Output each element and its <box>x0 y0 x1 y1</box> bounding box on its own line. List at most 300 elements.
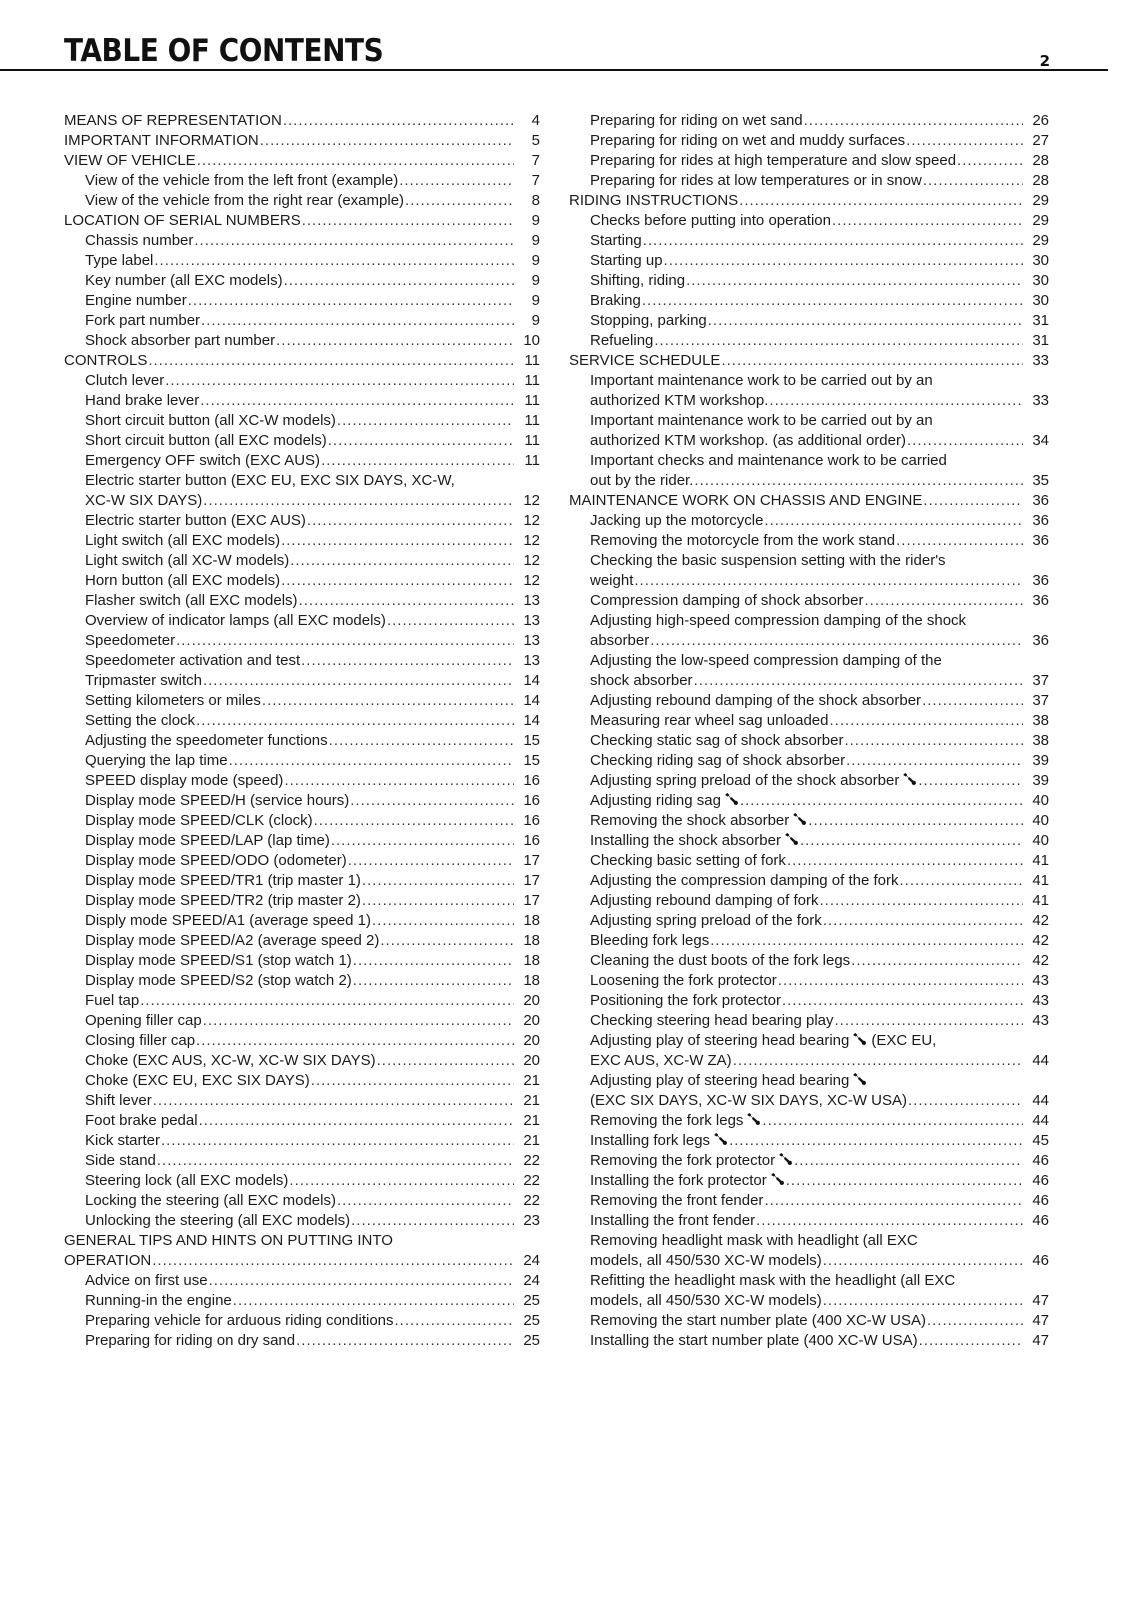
toc-entry[interactable] <box>569 1271 1049 1311</box>
toc-entry-text <box>85 531 280 551</box>
toc-entry[interactable] <box>569 151 1049 171</box>
toc-entry-label: Removing the fork protector <box>590 1152 776 1169</box>
toc-entry-text <box>569 491 922 511</box>
toc-entry[interactable] <box>64 1331 540 1351</box>
toc-entry-line <box>85 651 540 671</box>
toc-entry-label: Light switch (all XC-W models) <box>85 552 290 569</box>
toc-entry[interactable] <box>64 991 540 1011</box>
toc-entry-page: 13 <box>523 632 540 649</box>
toc-entry-label: Preparing for riding on wet and muddy surfaces <box>590 132 906 149</box>
toc-entry[interactable] <box>64 651 540 671</box>
dot-leader <box>281 571 514 591</box>
toc-entry-text-part: GENERAL TIPS AND HINTS ON PUTTING INTO <box>64 1232 393 1249</box>
toc-entry-page: 12 <box>523 492 540 509</box>
toc-entry-line <box>85 1131 540 1151</box>
dot-leader <box>140 991 514 1011</box>
toc-entry[interactable] <box>64 1231 540 1271</box>
toc-entry-line <box>85 971 540 991</box>
toc-entry-label: VIEW OF VEHICLE <box>64 152 196 169</box>
toc-entry-text <box>590 1051 732 1071</box>
toc-entry[interactable] <box>569 111 1049 131</box>
toc-entry-page: 17 <box>523 872 540 889</box>
toc-entry[interactable] <box>64 1211 540 1231</box>
toc-entry[interactable] <box>569 591 1049 611</box>
toc-entry[interactable] <box>64 231 540 251</box>
toc-entry-label: Emergency OFF switch (EXC AUS) <box>85 452 321 469</box>
toc-entry[interactable] <box>64 431 540 451</box>
dot-leader <box>919 1331 1023 1351</box>
toc-entry-page: 22 <box>523 1172 540 1189</box>
wrench-icon <box>852 1072 867 1086</box>
dot-leader <box>918 771 1023 791</box>
dot-leader <box>203 491 514 511</box>
toc-entry-label: Short circuit button (all EXC models) <box>85 432 327 449</box>
toc-entry-line <box>85 1191 540 1211</box>
toc-entry[interactable] <box>569 1231 1049 1271</box>
toc-entry-text <box>590 251 663 271</box>
toc-entry-line <box>64 131 540 151</box>
toc-entry[interactable] <box>569 1011 1049 1031</box>
toc-entry-line <box>85 791 540 811</box>
toc-entry[interactable] <box>569 771 1049 791</box>
toc-entry-text <box>590 1311 926 1331</box>
toc-entry[interactable] <box>569 691 1049 711</box>
dot-leader <box>380 931 514 951</box>
dot-leader <box>829 711 1023 731</box>
toc-entry[interactable] <box>64 911 540 931</box>
toc-entry-line <box>590 431 1049 451</box>
toc-entry-text <box>85 1311 394 1331</box>
toc-entry-label: Starting up <box>590 252 663 269</box>
toc-entry-line <box>590 111 1049 131</box>
toc-entry-line <box>590 1251 1049 1271</box>
toc-entry[interactable] <box>569 711 1049 731</box>
toc-entry[interactable] <box>64 1071 540 1091</box>
dot-leader <box>864 591 1023 611</box>
toc-entry-label: MAINTENANCE WORK ON CHASSIS AND ENGINE <box>569 492 923 509</box>
toc-entry[interactable] <box>64 831 540 851</box>
dot-leader <box>337 411 514 431</box>
toc-entry-label: Compression damping of shock absorber <box>590 592 864 609</box>
toc-entry[interactable] <box>64 171 540 191</box>
toc-entry[interactable] <box>64 471 540 511</box>
toc-entry-text <box>85 311 200 331</box>
toc-entry[interactable] <box>64 631 540 651</box>
toc-entry-label: absorber <box>590 632 650 649</box>
toc-entry-text <box>85 371 164 391</box>
toc-entry-label: Side stand <box>85 1152 156 1169</box>
dot-leader <box>331 831 514 851</box>
toc-entry[interactable] <box>569 491 1049 511</box>
toc-entry-page: 18 <box>523 932 540 949</box>
toc-entry[interactable] <box>64 691 540 711</box>
toc-entry[interactable] <box>569 751 1049 771</box>
toc-entry[interactable] <box>569 411 1049 451</box>
toc-entry-line <box>85 511 540 531</box>
toc-entry-page: 12 <box>523 552 540 569</box>
toc-entry-line <box>590 751 1049 771</box>
toc-entry-label: Stopping, parking <box>590 312 707 329</box>
toc-entry[interactable] <box>64 251 540 271</box>
toc-entry-page: 12 <box>523 572 540 589</box>
toc-entry[interactable] <box>64 191 540 211</box>
toc-entry[interactable] <box>64 311 540 331</box>
toc-entry-line <box>590 131 1049 151</box>
toc-entry-label: Disply mode SPEED/A1 (average speed 1) <box>85 912 371 929</box>
dot-leader <box>694 471 1023 491</box>
dot-leader <box>203 1011 514 1031</box>
toc-entry-label: Bleeding fork legs <box>590 932 710 949</box>
toc-entry[interactable] <box>569 531 1049 551</box>
toc-entry-line <box>85 531 540 551</box>
toc-entry[interactable] <box>64 931 540 951</box>
toc-entry-text <box>85 591 298 611</box>
toc-entry[interactable] <box>64 851 540 871</box>
toc-entry-text <box>590 751 845 771</box>
toc-entry-label: Display mode SPEED/CLK (clock) <box>85 812 313 829</box>
toc-entry[interactable] <box>64 711 540 731</box>
toc-entry-text <box>569 191 738 211</box>
toc-entry[interactable] <box>569 1331 1049 1351</box>
toc-entry-label: out by the rider. <box>590 472 694 489</box>
toc-entry-line <box>85 911 540 931</box>
toc-entry[interactable] <box>64 591 540 611</box>
dot-leader <box>835 1011 1024 1031</box>
toc-entry-text <box>590 591 863 611</box>
toc-entry[interactable] <box>569 451 1049 491</box>
dot-leader <box>762 1111 1023 1131</box>
dot-leader <box>307 511 514 531</box>
toc-entry-line <box>590 911 1049 931</box>
toc-entry-page: 21 <box>523 1092 540 1109</box>
wrench-icon <box>770 1172 785 1186</box>
toc-entry-line <box>590 731 1049 751</box>
toc-entry[interactable] <box>569 1311 1049 1331</box>
toc-entry-label: Running-in the engine <box>85 1292 232 1309</box>
toc-entry[interactable] <box>569 331 1049 351</box>
toc-entry[interactable] <box>64 1171 540 1191</box>
toc-entry-page: 13 <box>523 592 540 609</box>
toc-entry[interactable] <box>569 1131 1049 1151</box>
toc-entry-page: 34 <box>1032 432 1049 449</box>
toc-entry[interactable] <box>64 611 540 631</box>
toc-entry-line <box>590 791 1049 811</box>
toc-entry[interactable] <box>64 151 540 171</box>
toc-column-left <box>64 111 540 1351</box>
dot-leader <box>201 311 514 331</box>
toc-entry-text <box>85 1271 208 1291</box>
toc-entry[interactable] <box>64 371 540 391</box>
toc-entry[interactable] <box>569 611 1049 651</box>
toc-entry-text <box>590 831 799 851</box>
toc-entry[interactable] <box>569 1211 1049 1231</box>
toc-entry-line <box>85 1211 540 1231</box>
toc-entry[interactable] <box>64 1291 540 1311</box>
toc-entry-page: 28 <box>1032 152 1049 169</box>
toc-entry-line <box>590 471 1049 491</box>
dot-leader <box>260 131 514 151</box>
toc-entry-line <box>85 591 540 611</box>
toc-entry[interactable] <box>64 1091 540 1111</box>
dot-leader <box>923 491 1023 511</box>
toc-entry-text <box>590 731 843 751</box>
toc-entry[interactable] <box>569 971 1049 991</box>
toc-entry-page: 36 <box>1032 592 1049 609</box>
toc-entry[interactable] <box>569 791 1049 811</box>
toc-entry-text <box>590 231 642 251</box>
toc-entry-text <box>85 231 193 251</box>
toc-entry-page: 43 <box>1032 972 1049 989</box>
toc-entry-label: Removing the start number plate (400 XC-W USA) <box>590 1312 926 1329</box>
toc-entry-text <box>85 291 187 311</box>
toc-entry[interactable] <box>64 451 540 471</box>
toc-entry[interactable] <box>64 411 540 431</box>
toc-entry-line <box>85 1311 540 1331</box>
dot-leader <box>314 811 514 831</box>
toc-entry[interactable] <box>64 131 540 151</box>
toc-entry-label: Display mode SPEED/ODO (odometer) <box>85 852 347 869</box>
toc-entry-line <box>85 311 540 331</box>
toc-entry-label: Setting kilometers or miles <box>85 692 261 709</box>
dot-leader <box>654 331 1023 351</box>
toc-entry[interactable] <box>64 811 540 831</box>
toc-entry-page: 43 <box>1032 992 1049 1009</box>
toc-entry-page: 20 <box>523 1052 540 1069</box>
toc-entry-text <box>85 1051 376 1071</box>
toc-entry[interactable] <box>64 571 540 591</box>
toc-entry[interactable] <box>569 511 1049 531</box>
toc-entry[interactable] <box>64 671 540 691</box>
toc-entry-line <box>590 771 1049 791</box>
toc-entry[interactable] <box>64 871 540 891</box>
toc-entry-label: Display mode SPEED/LAP (lap time) <box>85 832 330 849</box>
toc-entry[interactable] <box>569 371 1049 411</box>
toc-entry[interactable] <box>569 191 1049 211</box>
toc-entry-line <box>85 251 540 271</box>
toc-entry[interactable] <box>64 331 540 351</box>
toc-entry-text <box>85 831 330 851</box>
toc-entry[interactable] <box>569 1071 1049 1111</box>
toc-entry-line <box>85 331 540 351</box>
toc-entry-label: Locking the steering (all EXC models) <box>85 1192 336 1209</box>
toc-entry-text <box>590 271 685 291</box>
toc-entry-label: Measuring rear wheel sag unloaded <box>590 712 829 729</box>
toc-entry-label: Checking basic setting of fork <box>590 852 786 869</box>
toc-entry[interactable] <box>569 231 1049 251</box>
toc-entry-text <box>590 671 693 691</box>
toc-entry-text <box>85 1191 336 1211</box>
toc-entry-line <box>85 391 540 411</box>
toc-entry[interactable] <box>64 1011 540 1031</box>
toc-entry[interactable] <box>569 951 1049 971</box>
toc-entry-label: Setting the clock <box>85 712 196 729</box>
toc-entry-text-line1 <box>590 1031 1049 1051</box>
toc-entry-text <box>590 1251 822 1271</box>
toc-entry-text <box>590 531 895 551</box>
dot-leader <box>808 811 1023 831</box>
toc-entry[interactable] <box>569 1031 1049 1071</box>
toc-entry-page: 46 <box>1032 1172 1049 1189</box>
toc-entry[interactable] <box>569 251 1049 271</box>
toc-entry-page: 36 <box>1032 632 1049 649</box>
toc-entry-text <box>590 1171 785 1191</box>
toc-entry-line <box>85 671 540 691</box>
toc-entry-label: Speedometer activation and test <box>85 652 301 669</box>
toc-entry[interactable] <box>569 1171 1049 1191</box>
toc-entry-page: 12 <box>523 512 540 529</box>
toc-entry-label: Adjusting spring preload of the fork <box>590 912 822 929</box>
toc-entry[interactable] <box>64 551 540 571</box>
toc-entry[interactable] <box>569 811 1049 831</box>
dot-leader <box>664 251 1023 271</box>
toc-entry[interactable] <box>569 911 1049 931</box>
toc-entry-page: 9 <box>531 292 540 309</box>
toc-entry[interactable] <box>64 291 540 311</box>
toc-entry[interactable] <box>64 391 540 411</box>
toc-entry[interactable] <box>569 131 1049 151</box>
toc-entry-label: Display mode SPEED/S1 (stop watch 1) <box>85 952 352 969</box>
toc-entry-line <box>85 1111 540 1131</box>
toc-entry-page: 16 <box>523 772 540 789</box>
toc-entry[interactable] <box>64 771 540 791</box>
toc-entry-text <box>85 271 283 291</box>
toc-entry[interactable] <box>64 951 540 971</box>
toc-entry[interactable] <box>569 551 1049 591</box>
wrench-icon <box>778 1152 793 1166</box>
toc-entry[interactable] <box>569 731 1049 751</box>
dot-leader <box>694 671 1023 691</box>
dot-leader <box>844 731 1023 751</box>
toc-entry-text <box>85 751 228 771</box>
toc-entry[interactable] <box>569 351 1049 371</box>
toc-entry[interactable] <box>64 1271 540 1291</box>
toc-entry[interactable] <box>569 311 1049 331</box>
toc-entry[interactable] <box>569 851 1049 871</box>
toc-entry-text-line1 <box>590 651 1049 671</box>
toc-entry-label: Checking steering head bearing play <box>590 1012 834 1029</box>
toc-entry[interactable] <box>64 1031 540 1051</box>
toc-entry-text <box>590 791 739 811</box>
toc-entry-page: 44 <box>1032 1112 1049 1129</box>
toc-entry-page: 44 <box>1032 1052 1049 1069</box>
wrench-icon <box>784 832 799 846</box>
dot-leader <box>823 1291 1023 1311</box>
toc-entry-page: 39 <box>1032 752 1049 769</box>
dot-leader <box>900 871 1023 891</box>
toc-entry[interactable] <box>64 791 540 811</box>
toc-entry[interactable] <box>569 651 1049 691</box>
toc-entry[interactable] <box>569 1111 1049 1131</box>
toc-entry-text <box>590 1191 763 1211</box>
toc-entry-text <box>85 611 386 631</box>
toc-entry[interactable] <box>569 1191 1049 1211</box>
toc-entry-label: OPERATION <box>64 1252 152 1269</box>
dot-leader <box>152 1251 514 1271</box>
toc-entry-line <box>64 211 540 231</box>
toc-entry[interactable] <box>64 111 540 131</box>
toc-entry[interactable] <box>569 891 1049 911</box>
toc-entry[interactable] <box>64 1111 540 1131</box>
wrench-icon <box>792 812 807 826</box>
toc-entry[interactable] <box>64 211 540 231</box>
toc-entry[interactable] <box>64 971 540 991</box>
toc-entry-label: View of the vehicle from the right rear (example) <box>85 192 405 209</box>
toc-entry-text <box>85 911 371 931</box>
toc-entry[interactable] <box>569 1151 1049 1171</box>
toc-entry[interactable] <box>569 291 1049 311</box>
toc-entry-page: 41 <box>1032 892 1049 909</box>
toc-entry-label: Flasher switch (all EXC models) <box>85 592 298 609</box>
toc-entry-label: authorized KTM workshop. (as additional order) <box>590 432 906 449</box>
toc-entry[interactable] <box>64 731 540 751</box>
toc-entry-text-part: Adjusting play of steering head bearing <box>590 1072 850 1089</box>
dot-leader <box>823 911 1023 931</box>
toc-entry[interactable] <box>569 271 1049 291</box>
dot-leader <box>296 1331 514 1351</box>
toc-entry-page: 17 <box>523 852 540 869</box>
toc-entry-line <box>85 491 540 511</box>
toc-entry[interactable] <box>64 1191 540 1211</box>
toc-entry-page: 35 <box>1032 472 1049 489</box>
toc-entry[interactable] <box>64 271 540 291</box>
toc-entry-label: Preparing for rides at low temperatures or in snow <box>590 172 922 189</box>
toc-entry-label: Removing the front fender <box>590 1192 764 1209</box>
toc-entry[interactable] <box>569 871 1049 891</box>
toc-entry[interactable] <box>64 1131 540 1151</box>
toc-entry-label: Installing the front fender <box>590 1212 756 1229</box>
toc-entry-page: 9 <box>531 272 540 289</box>
toc-entry-text <box>590 391 768 411</box>
toc-entry-text <box>85 491 202 511</box>
toc-entry-page: 29 <box>1032 192 1049 209</box>
toc-entry[interactable] <box>569 171 1049 191</box>
toc-entry-label: Unlocking the steering (all EXC models) <box>85 1212 351 1229</box>
toc-entry-text <box>590 511 763 531</box>
toc-entry-label: Installing fork legs <box>590 1132 711 1149</box>
toc-entry[interactable] <box>569 931 1049 951</box>
toc-entry[interactable] <box>64 531 540 551</box>
toc-entry[interactable] <box>64 351 540 371</box>
toc-entry-label: Closing filler cap <box>85 1032 196 1049</box>
toc-entry[interactable] <box>64 891 540 911</box>
toc-entry-label: Light switch (all EXC models) <box>85 532 281 549</box>
toc-entry-line <box>590 671 1049 691</box>
toc-entry-text <box>85 171 398 191</box>
dot-leader <box>740 791 1023 811</box>
toc-entry[interactable] <box>64 1051 540 1071</box>
toc-entry[interactable] <box>64 751 540 771</box>
dot-leader <box>686 271 1023 291</box>
toc-entry-page: 40 <box>1032 812 1049 829</box>
toc-entry[interactable] <box>569 991 1049 1011</box>
toc-entry[interactable] <box>64 1151 540 1171</box>
toc-entry[interactable] <box>569 211 1049 231</box>
toc-entry-line <box>85 191 540 211</box>
toc-entry-line <box>590 1151 1049 1171</box>
dot-leader <box>229 751 514 771</box>
toc-entry-line <box>85 771 540 791</box>
toc-entry[interactable] <box>64 1311 540 1331</box>
dot-leader <box>200 391 514 411</box>
toc-entry-text <box>85 791 349 811</box>
toc-entry-text-part: (EXC EU, <box>871 1032 937 1049</box>
toc-entry[interactable] <box>64 511 540 531</box>
toc-entry-line <box>85 1051 540 1071</box>
dot-leader <box>642 291 1023 311</box>
toc-entry-page: 30 <box>1032 292 1049 309</box>
toc-entry-label: Adjusting spring preload of the shock absorber <box>590 772 900 789</box>
toc-entry[interactable] <box>569 831 1049 851</box>
